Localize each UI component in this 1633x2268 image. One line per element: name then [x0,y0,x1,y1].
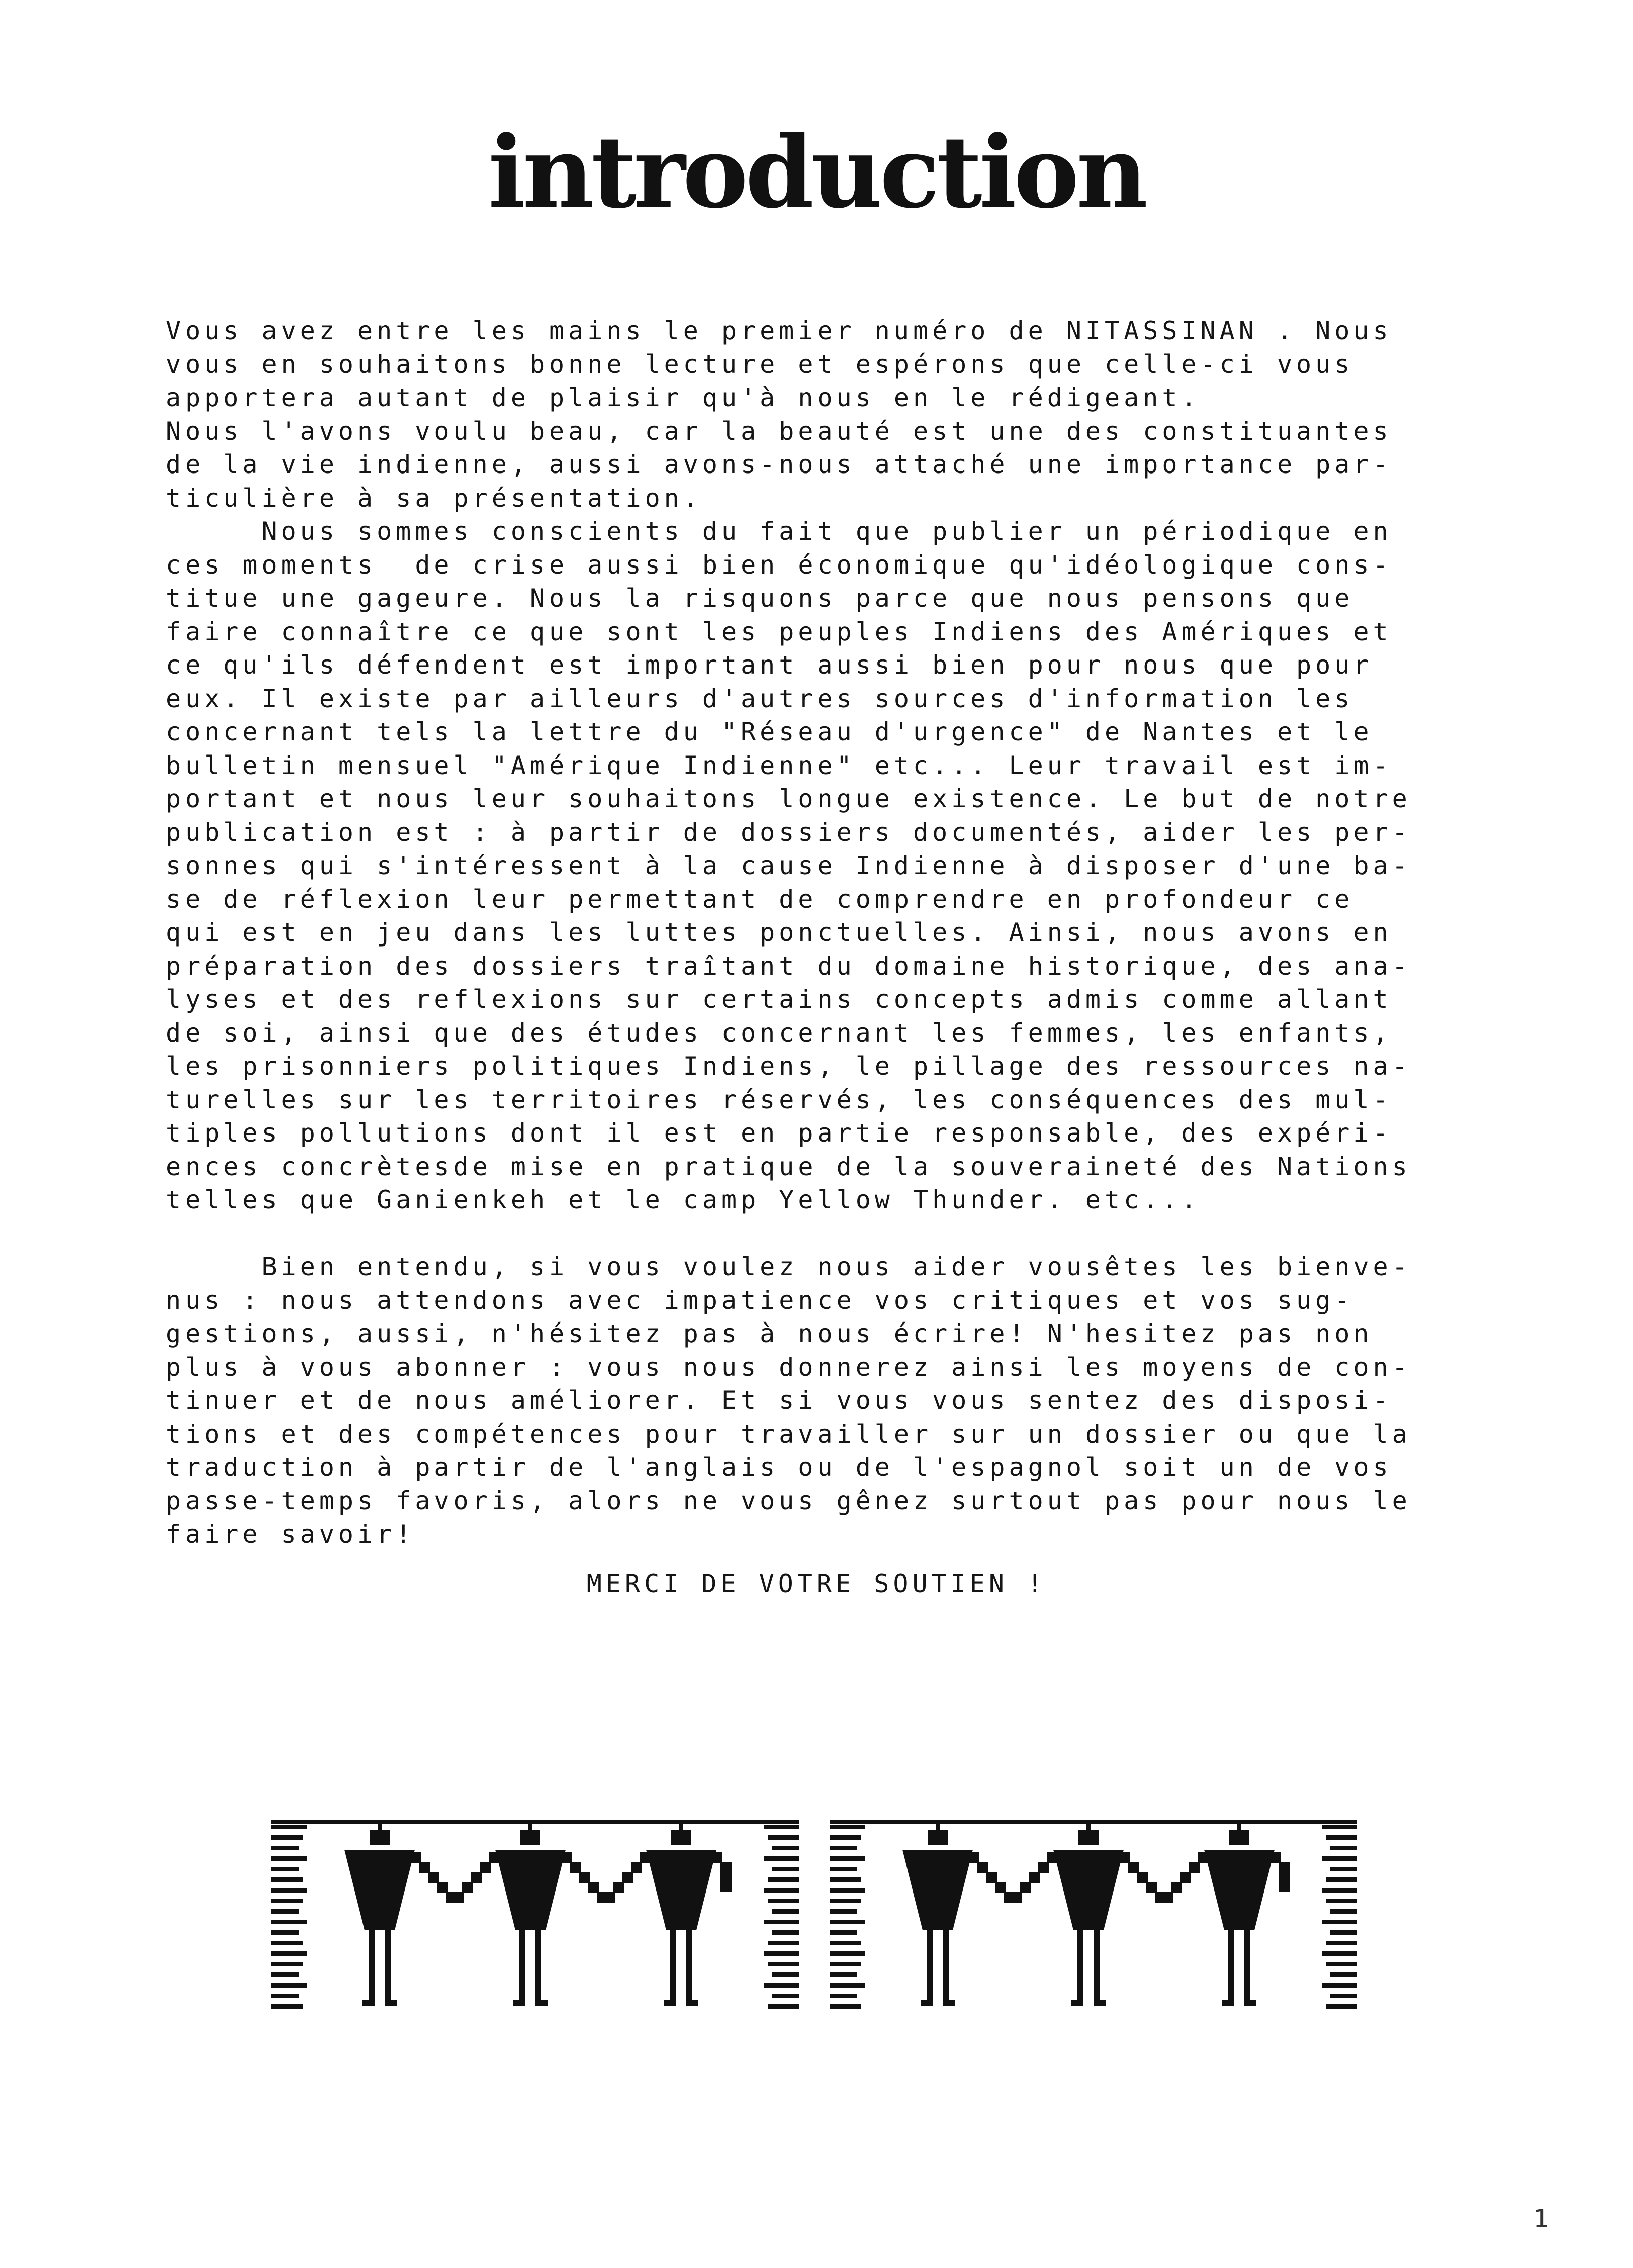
figure-leg [670,1930,676,2006]
figure-leg [1228,1930,1234,2006]
text-line: Vous avez entre les mains le premier numéro de NITASSINAN . Nous [166,316,1392,345]
border-fringe [764,1825,799,2009]
woven-figure [1053,1824,1124,2006]
figure-leg [369,1930,375,2006]
figure-body [902,1850,973,1930]
text-line: eux. Il existe par ailleurs d'autres sources d'information les [166,684,1354,713]
figure-foot [1222,2000,1234,2006]
text-line: vous en souhaitons bonne lecture et espérons que celle-ci vous [166,349,1354,379]
text-line: Bien entendu, si vous voulez nous aider vousêtes les bienve- [166,1252,1411,1281]
text-line: les prisonniers politiques Indiens, le pillage des ressources na- [166,1052,1411,1081]
text-line: bulletin mensuel "Amérique Indienne" etc... Leur travail est im- [166,750,1392,780]
figure-body [344,1850,415,1930]
text-line: de la vie indienne, aussi avons-nous attaché une importance par- [166,450,1392,479]
text-line: ces moments de crise aussi bien économique qu'idéologique cons- [166,550,1392,580]
figure-head [928,1830,948,1845]
panel-top-rod [830,1820,1357,1824]
figure-leg [927,1930,933,2006]
page-number: 1 [1533,2204,1549,2233]
text-line: tions et des compétences pour travailler sur un dossier ou que la [166,1419,1411,1449]
figure-leg [1077,1930,1083,2006]
figure-leg [943,1930,949,2006]
figure-leg [686,1930,692,2006]
text-line: faire savoir! [166,1520,415,1549]
figure-body [1053,1850,1124,1930]
woven-border-panel [271,1820,799,2009]
text-line: gestions, aussi, n'hésitez pas à nous écrire! N'hesitez pas non [166,1319,1373,1348]
panel-top-rod [271,1820,799,1824]
figure-arm-chain [410,1852,500,1903]
text-line: plus à vous abonner : vous nous donnerez ainsi les moyens de con- [166,1352,1411,1382]
text-line: publication est : à partir de dossiers documentés, aider les per- [166,817,1411,847]
border-fringe [1322,1825,1357,2009]
woven-figures-border [271,1810,1368,2031]
text-line: qui est en jeu dans les luttes ponctuelles. Ainsi, nous avons en [166,918,1392,947]
text-line: sonnes qui s'intéressent à la cause Indienne à disposer d'une ba- [166,851,1411,880]
figure-arm-chain [561,1852,651,1903]
paragraph-gap [166,1217,1473,1251]
text-line: faire connaître ce que sont les peuples Indiens des Amériques et [166,617,1392,646]
body-text [166,314,1473,1551]
text-line: passe-temps favoris, alors ne vous gênez surtout pas pour nous le [166,1486,1411,1516]
paragraph-2 [166,1250,1473,1551]
figure-foot [686,2000,698,2006]
text-line: ce qu'ils défendent est important aussi bien pour nous que pour [166,650,1373,680]
figure-foot [362,2000,375,2006]
figure-body [646,1850,716,1930]
figure-body [1204,1850,1275,1930]
text-line: tinuer et de nous améliorer. Et si vous vous sentez des disposi- [166,1386,1392,1415]
figure-body [495,1850,566,1930]
text-line: lyses et des reflexions sur certains concepts admis comme allant [166,985,1392,1014]
text-line: turelles sur les territoires réservés, les conséquences des mul- [166,1085,1392,1114]
text-line: apportera autant de plaisir qu'à nous en le rédigeant. [166,383,1201,412]
woven-figure [646,1824,716,2006]
figure-foot [921,2000,933,2006]
text-line: préparation des dossiers traîtant du domaine historique, des ana- [166,951,1411,981]
figure-leg [385,1930,391,2006]
paragraph-1 [166,314,1473,1217]
woven-figure [902,1824,973,2006]
text-line: de soi, ainsi que des études concernant les femmes, les enfants, [166,1018,1392,1048]
figure-foot [513,2000,525,2006]
page-title: introduction [488,115,1145,230]
figure-head [370,1830,390,1845]
text-line: titue une gageure. Nous la risquons parce que nous pensons que [166,584,1354,613]
figure-arm-chain [968,1852,1058,1903]
figure-foot [535,2000,548,2006]
text-line: ticulière à sa présentation. [166,483,702,513]
text-line: telles que Ganienkeh et le camp Yellow Thunder. etc... [166,1185,1201,1214]
figure-leg [519,1930,525,2006]
text-line: portant et nous leur souhaitons longue existence. Le but de notre [166,784,1411,813]
border-fringe [271,1825,307,2009]
woven-border-panel [830,1820,1357,2009]
border-fringe [830,1825,865,2009]
text-line: ences concrètesde mise en pratique de la souveraineté des Nations [166,1152,1411,1181]
text-line: tiples pollutions dont il est en partie responsable, des expéri- [166,1118,1392,1148]
figure-leg [1244,1930,1250,2006]
figure-head [520,1830,540,1845]
closing-line: MERCI DE VOTRE SOUTIEN ! [586,1569,1047,1598]
woven-figure [1204,1824,1275,2006]
figure-head [1229,1830,1249,1845]
figure-foot [1094,2000,1106,2006]
text-line: Nous l'avons voulu beau, car la beauté est une des constituantes [166,416,1392,446]
text-line: Nous sommes conscients du fait que publier un périodique en [166,517,1392,546]
figure-leg [1094,1930,1100,2006]
figure-head [671,1830,691,1845]
figure-foot [664,2000,676,2006]
figure-foot [943,2000,955,2006]
figure-arm-chain [1119,1852,1209,1903]
text-line: nus : nous attendons avec impatience vos critiques et vos sug- [166,1285,1354,1315]
text-line: traduction à partir de l'anglais ou de l'espagnol soit un de vos [166,1453,1392,1482]
figure-leg [535,1930,541,2006]
figure-foot [1071,2000,1083,2006]
text-line: se de réflexion leur permettant de comprendre en profondeur ce [166,884,1354,914]
figure-foot [385,2000,397,2006]
text-line: concernant tels la lettre du "Réseau d'urgence" de Nantes et le [166,717,1373,746]
figure-foot [1244,2000,1256,2006]
woven-figure [344,1824,415,2006]
figure-head [1078,1830,1099,1845]
woven-figure [495,1824,566,2006]
